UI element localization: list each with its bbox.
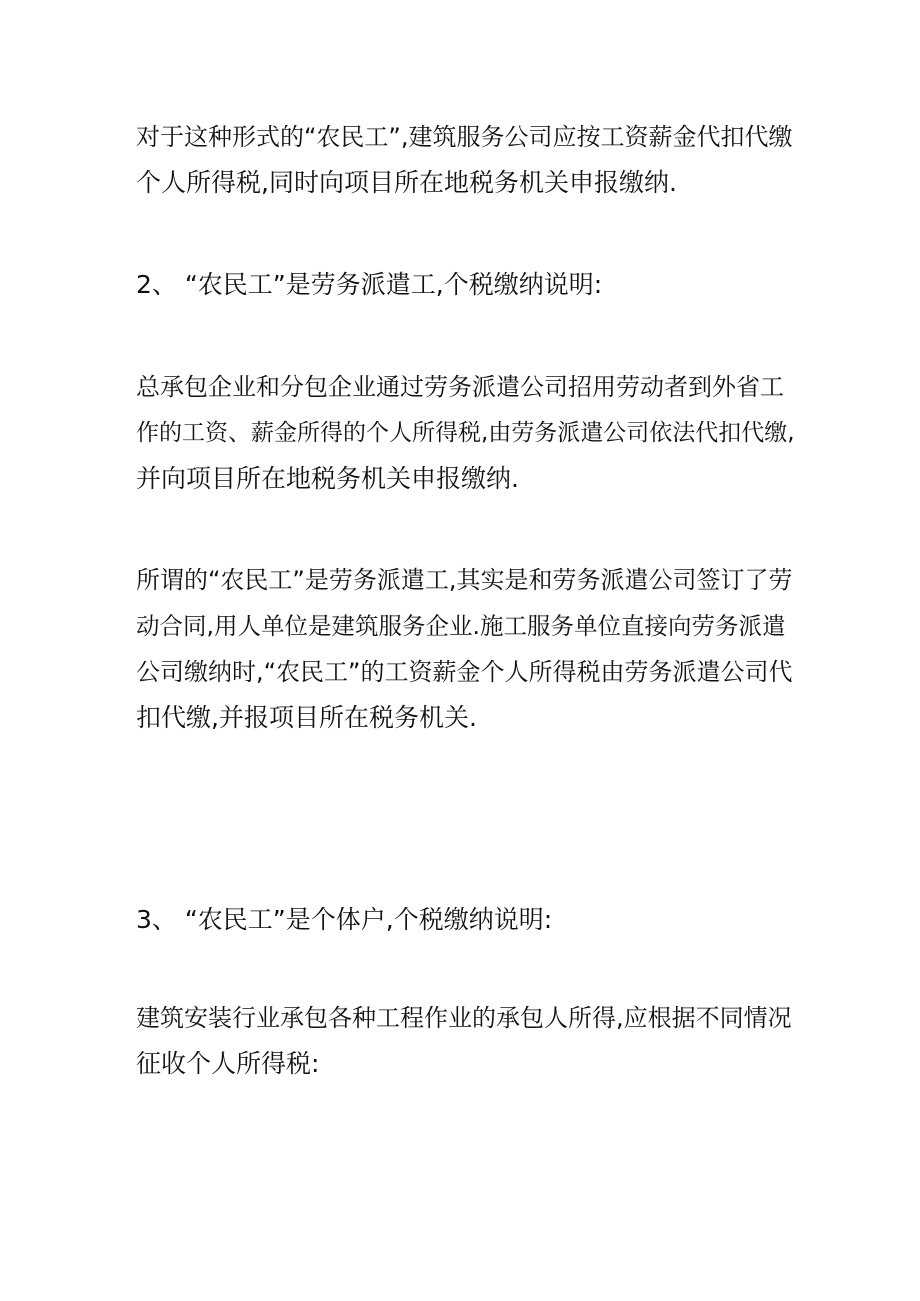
heading-line: 3、 “农民工”是个体户,个税缴纳说明:: [136, 905, 553, 934]
text-line: 作的工资、薪金所得的个人所得税,由劳务派遣公司依法代扣代缴,: [136, 420, 795, 446]
text-line: 个人所得税,同时向项目所在地税务机关申报缴纳.: [136, 168, 677, 197]
paragraph-contractor-income: [136, 995, 796, 1087]
text-line: 征收个人所得税:: [136, 1049, 320, 1078]
text-line: 建筑安装行业承包各种工程作业的承包人所得,应根据不同情况: [136, 1004, 792, 1032]
text-line: 动合同,用人单位是建筑服务企业.施工服务单位直接向劳务派遣: [136, 612, 786, 640]
section-heading-3: [136, 897, 796, 943]
paragraph-dispatch-withholding: [136, 364, 796, 502]
text-line: 对于这种形式的“农民工”,建筑服务公司应按工资薪金代扣代缴: [136, 123, 793, 151]
heading-line: 2、 “农民工”是劳务派遣工,个税缴纳说明:: [136, 270, 603, 299]
text-line: 扣代缴,并报项目所在税务机关.: [136, 703, 477, 732]
text-line: 并向项目所在地税务机关申报缴纳.: [136, 464, 519, 493]
text-line: 总承包企业和分包企业通过劳务派遣公司招用劳动者到外省工: [136, 373, 784, 401]
text-line: 公司缴纳时,“农民工”的工资薪金个人所得税由劳务派遣公司代: [136, 658, 793, 686]
paragraph-withholding-note: [136, 114, 796, 206]
text-line: 所谓的“农民工”是劳务派遣工,其实是和劳务派遣公司签订了劳: [136, 566, 793, 594]
section-heading-2: [136, 262, 796, 308]
paragraph-dispatch-definition: [136, 557, 796, 741]
